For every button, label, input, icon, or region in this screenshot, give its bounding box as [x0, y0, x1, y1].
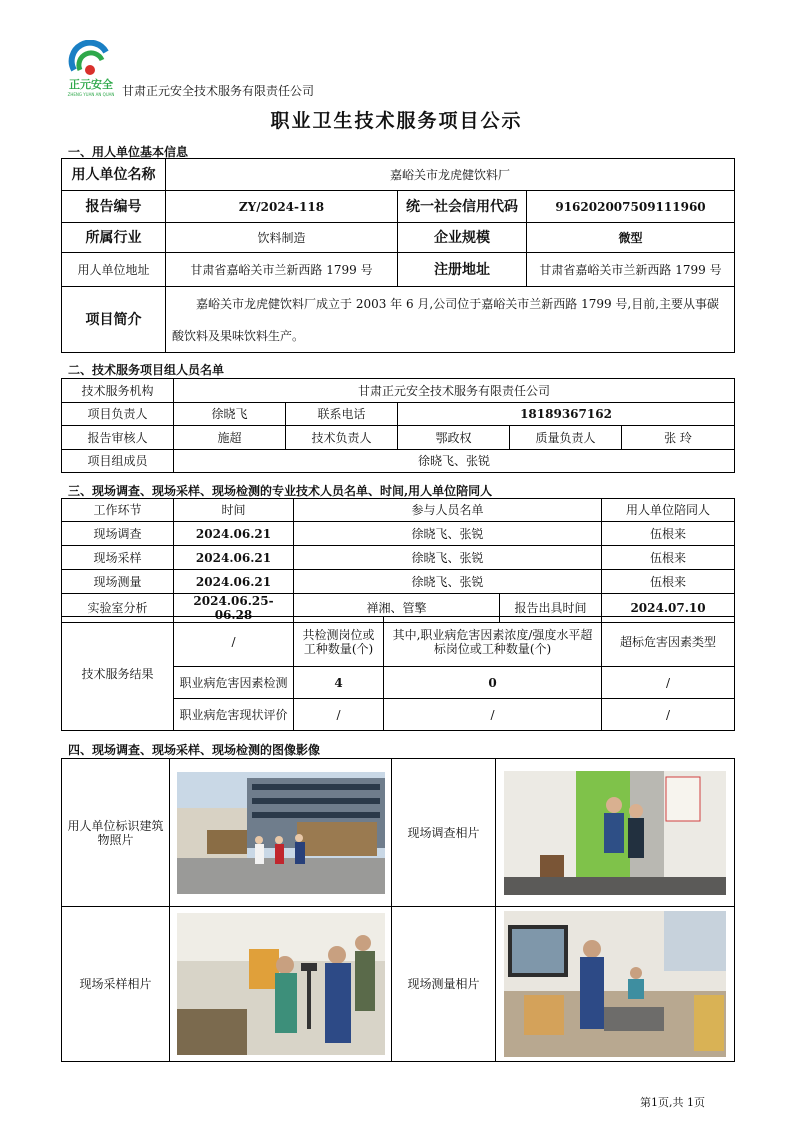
report-no-label: 报告编号: [62, 191, 166, 223]
lab-staff: 禅湘、管擎: [294, 594, 500, 623]
result-label: 技术服务结果: [62, 617, 174, 731]
address-label: 用人单位地址: [62, 253, 166, 287]
reviewer-label: 报告审核人: [62, 426, 174, 450]
result-head-over: 其中,职业病危害因素浓度/强度水平超标岗位或工种数量(个): [384, 617, 602, 667]
reg-address-value: 甘肃省嘉峪关市兰新西路 1799 号: [527, 253, 735, 287]
building-photo: [177, 772, 385, 894]
row-escort: 伍根来: [602, 570, 735, 594]
row-time: 2024.06.21: [174, 570, 294, 594]
row-staff: 徐晓飞、张锐: [294, 570, 602, 594]
quality-lead-value: 张 玲: [622, 426, 735, 450]
logo-text: 正元安全: [69, 78, 113, 91]
sampling-photo: [177, 913, 385, 1055]
r2-over: /: [384, 699, 602, 731]
col-time: 时间: [174, 499, 294, 522]
col-staff: 参与人员名单: [294, 499, 602, 522]
scale-value: 微型: [527, 223, 735, 253]
leader-label: 项目负责人: [62, 403, 174, 426]
logo-subtext: ZHENG YUAN AN QUAN: [67, 92, 115, 97]
photo-1-cell: [170, 759, 392, 907]
intro-value: 嘉峪关市龙虎健饮料厂成立于 2003 年 6 月,公司位于嘉峪关市兰新西路 1799 号,目前,主要从事碳酸饮料及果味饮料生产。: [166, 287, 735, 353]
photo-4-label: 现场测量相片: [392, 907, 496, 1062]
basic-info-table: [61, 158, 735, 353]
document-title: 职业卫生技术服务项目公示: [270, 110, 523, 132]
leader-value: 徐晓飞: [174, 403, 286, 426]
phone-value: 18189367162: [398, 403, 735, 426]
row-escort: 伍根来: [602, 546, 735, 570]
photo-3-cell: [170, 907, 392, 1062]
result-head-blank: /: [174, 617, 294, 667]
r1-type: /: [602, 667, 735, 699]
r2-count: /: [294, 699, 384, 731]
address-value: 甘肃省嘉峪关市兰新西路 1799 号: [166, 253, 398, 287]
photo-table: [61, 758, 735, 1062]
org-value: 甘肃正元安全技术服务有限责任公司: [174, 379, 735, 403]
reviewer-value: 施超: [174, 426, 286, 450]
site-work-table: [61, 498, 735, 623]
company-logo: [66, 40, 116, 98]
row-time: 2024.06.21: [174, 522, 294, 546]
section-1-heading: 一、用人单位基本信息: [68, 145, 189, 159]
r2-label: 职业病危害现状评价: [174, 699, 294, 731]
page-number: 第1页,共 1页: [640, 1096, 705, 1109]
r1-label: 职业病危害因素检测: [174, 667, 294, 699]
photo-4-cell: [496, 907, 735, 1062]
row-stage: 现场调查: [62, 522, 174, 546]
report-no-value: ZY/2024-118: [166, 191, 398, 223]
intro-label: 项目简介: [62, 287, 166, 353]
report-date-value: 2024.07.10: [602, 594, 735, 623]
row-stage: 现场测量: [62, 570, 174, 594]
row-time: 2024.06.21: [174, 546, 294, 570]
section-3-heading: 三、现场调查、现场采样、现场检测的专业技术人员名单、时间,用人单位陪同人: [68, 484, 493, 498]
unit-name-label: 用人单位名称: [62, 159, 166, 191]
row-escort: 伍根来: [602, 522, 735, 546]
org-label: 技术服务机构: [62, 379, 174, 403]
row-staff: 徐晓飞、张锐: [294, 522, 602, 546]
photo-1-label: 用人单位标识建筑物照片: [62, 759, 170, 907]
survey-photo: [504, 771, 726, 895]
row-stage: 现场采样: [62, 546, 174, 570]
photo-2-cell: [496, 759, 735, 907]
reg-address-label: 注册地址: [398, 253, 527, 287]
quality-lead-label: 质量负责人: [510, 426, 622, 450]
lab-label: 实验室分析: [62, 594, 174, 623]
industry-value: 饮料制造: [166, 223, 398, 253]
members-value: 徐晓飞、张锐: [174, 450, 735, 473]
row-staff: 徐晓飞、张锐: [294, 546, 602, 570]
section-4-heading: 四、现场调查、现场采样、现场检测的图像影像: [68, 743, 321, 757]
scale-label: 企业规模: [398, 223, 527, 253]
col-escort: 用人单位陪同人: [602, 499, 735, 522]
photo-3-label: 现场采样相片: [62, 907, 170, 1062]
r1-count: 4: [294, 667, 384, 699]
credit-code-label: 统一社会信用代码: [398, 191, 527, 223]
unit-name-value: 嘉峪关市龙虎健饮料厂: [166, 159, 735, 191]
team-table: [61, 378, 735, 473]
result-head-count: 共检测岗位或工种数量(个): [294, 617, 384, 667]
result-head-type: 超标危害因素类型: [602, 617, 735, 667]
photo-2-label: 现场调查相片: [392, 759, 496, 907]
result-table: [61, 616, 735, 731]
industry-label: 所属行业: [62, 223, 166, 253]
tech-lead-value: 鄂政权: [398, 426, 510, 450]
measuring-photo: [504, 911, 726, 1057]
report-date-label: 报告出具时间: [500, 594, 602, 623]
phone-label: 联系电话: [286, 403, 398, 426]
section-2-heading: 二、技术服务项目组人员名单: [68, 363, 225, 377]
r2-type: /: [602, 699, 735, 731]
lab-time: 2024.06.25-06.28: [174, 594, 294, 623]
company-name: 甘肃正元安全技术服务有限责任公司: [122, 84, 315, 98]
credit-code-value: 916202007509111960: [527, 191, 735, 223]
r1-over: 0: [384, 667, 602, 699]
col-stage: 工作环节: [62, 499, 174, 522]
tech-lead-label: 技术负责人: [286, 426, 398, 450]
members-label: 项目组成员: [62, 450, 174, 473]
